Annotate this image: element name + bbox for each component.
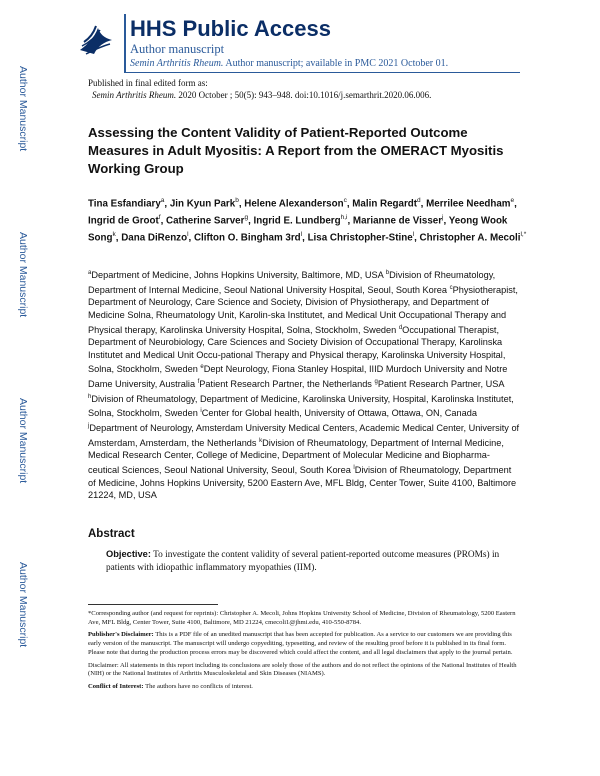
published-in-label: Published in final edited form as: — [88, 78, 208, 88]
author-name: Merrilee Needham — [426, 198, 511, 210]
affiliation-text: Physiotherapist, Department of Neurology, Care Science and Society, Division of Physiotherapy, and Department of Medicine Solna, Rheumatology Unit, Karolin-ska Institutet, and Medical Unit Occupational Therapy and Physical therapy, Karolinska University Hospital, Solna, Stockholm, Sweden — [88, 284, 518, 335]
citation-journal: Semin Arthritis Rheum. — [92, 90, 177, 100]
publisher-disclaimer — [88, 631, 520, 657]
header-vertical-rule — [124, 14, 126, 72]
publisher-disclaimer-text: This is a PDF file of an unedited manuscript that has been accepted for publication. As a service to our customers we are providing this early version of the manuscript. The manuscript will undergo copyediting, typesetting, and review of the resulting proof before it is published in its final form. Please note that during the production process errors may be discovered which could affect the content, and all legal disclaimers that apply to the journal pertain. — [88, 631, 513, 656]
availability-text: Author manuscript; available in PMC 2021 October 01. — [223, 58, 449, 69]
affiliation-text: Patient Research Partner, USA — [377, 379, 504, 390]
margin-label-2: Author Manuscript — [17, 232, 29, 318]
journal-availability-line — [130, 58, 448, 69]
author-name: Marianne de Visser — [352, 215, 443, 227]
author-affiliation-marker: a — [160, 197, 165, 204]
affiliation-marker: d — [398, 324, 403, 331]
author-name: Jin Kyun Park — [169, 198, 236, 210]
author-affiliation-marker: d — [417, 197, 421, 204]
affiliation-text: Dept Neurology, Fiona Stanley Hospital, IIID Murdoch University and Notre Dame University, Australia — [88, 364, 508, 390]
author-name: Christopher A. Mecoli — [419, 232, 521, 244]
author-affiliation-marker: g — [244, 213, 249, 221]
affiliation-marker: h — [88, 393, 92, 400]
affiliation-text: Division of Rheumatology, Department of Medicine, Johns Hopkins University, 5200 Eastern Ave, MFL Bldg, Center Tower, Suite 4100, Baltimore 21224, MD, USA — [88, 464, 517, 501]
abstract-heading: Abstract — [88, 528, 135, 540]
affiliation-text: Department of Neurology, Amsterdam University Medical Centers, Academic Medical Center, University of Amsterdam, Amsterdam, the Netherlands — [88, 423, 520, 448]
author-affiliation-marker: f — [158, 213, 161, 221]
journal-name: Semin Arthritis Rheum. — [130, 58, 224, 69]
affiliation-marker: g — [374, 379, 378, 385]
author-affiliation-marker: l — [300, 230, 303, 238]
author-affiliation-marker: b — [235, 197, 239, 204]
author-name: Helene Alexanderson — [244, 198, 344, 210]
affiliation-text: Occupational Therapist, Department of Neurobiology, Care Sciences and Society Division of Occupational Therapy, Karolinska Institutet and Medical Unit Occu-pational Therapy and Physical therapy, Karolinska University Hospital, Solna, Stockholm, Sweden — [88, 324, 506, 375]
footnotes — [88, 610, 520, 696]
citation-details: 2020 October ; 50(5): 943–948. doi:10.1016/j.semarthrit.2020.06.006. — [176, 90, 432, 100]
author-affiliation-marker: j — [442, 213, 444, 221]
corresponding-author-note: *Corresponding author (and request for reprints): Christopher A. Mecoli, Johns Hopkins University School of Medicine, Division of Rheumatology, 5200 Eastern Ave, MFL Bldg, Center Tower, Suite 4100, Baltimore, MD 21224, cmecoli1@jhmi.edu, 410-550-8784. — [88, 610, 516, 626]
affiliation-marker: k — [259, 437, 263, 444]
publisher-disclaimer-label: Publisher's Disclaimer: — [88, 631, 154, 639]
author-manuscript-subtitle: Author manuscript — [130, 42, 225, 56]
author-affiliation-marker: l — [412, 230, 415, 238]
author-name: Dana DiRenzo — [121, 232, 188, 244]
abstract-objective — [106, 548, 520, 574]
affiliation-marker: f — [197, 379, 200, 385]
affiliation-marker: j — [88, 422, 90, 429]
author-name: Ingrid de Groot — [88, 215, 159, 227]
affiliation-marker: a — [88, 270, 92, 276]
hhs-public-access-title: HHS Public Access — [130, 16, 331, 41]
affiliations — [88, 267, 520, 502]
margin-label-3: Author Manuscript — [17, 398, 29, 484]
affiliation-text: Division of Rheumatology, Department of Internal Medicine, Medical Research Center, College of Medicine, Department of Molecular Medicine and Biopharma-ceutical Sciences, Seoul National University, Seoul, South Korea — [88, 437, 504, 475]
author-affiliation-marker: e — [510, 197, 515, 204]
affiliation-text: Patient Research Partner, the Netherlands — [199, 379, 375, 390]
affiliation-marker: e — [200, 364, 204, 371]
citation-line — [92, 90, 431, 100]
author-name: Clifton O. Bingham 3rd — [193, 232, 301, 244]
header-rule — [124, 72, 520, 73]
nih-disclaimer: Disclaimer: All statements in this report including its conclusions are solely those of the authors and do not reflect the opinions of the National Institutes of Health (NIH) or the National Institutes of Arthritis Musculoskeletal and Skin Diseases (NIAMS). — [88, 661, 517, 678]
objective-text: To investigate the content validity of several patient-reported outcome measures (PROMs) in patients with idiopathic inflammatory myopathies (IIM). — [106, 550, 500, 573]
margin-label-1: Author Manuscript — [17, 66, 29, 152]
affiliation-marker: c — [449, 284, 453, 291]
author-name: Catherine Sarver — [166, 215, 245, 227]
conflict-text: The authors have no conflicts of interest. — [143, 682, 253, 690]
objective-label: Objective: — [106, 549, 151, 559]
author-affiliation-marker: l — [187, 230, 189, 238]
affiliation-marker: l — [353, 464, 355, 471]
author-name: Yeong Wook Song — [88, 215, 508, 244]
affiliation-text: Department of Medicine, Johns Hopkins University, Baltimore, MD, USA — [91, 270, 386, 281]
author-affiliation-marker: k — [112, 230, 116, 238]
margin-label-4: Author Manuscript — [17, 562, 29, 648]
affiliation-text: Division of Rheumatology, Department of Internal Medicine, Seoul National University Hospital, Seoul, South Korea — [88, 270, 496, 295]
author-name: Tina Esfandiary — [88, 198, 161, 210]
footnote-rule — [88, 604, 218, 605]
affiliation-marker: b — [385, 270, 390, 276]
affiliation-text: Center for Global health, University of Ottawa, Ottawa, ON, Canada — [201, 408, 477, 419]
hhs-eagle-logo-icon — [76, 20, 116, 60]
author-name: Lisa Christopher-Stine — [307, 232, 413, 244]
author-list: Tina Esfandiary$^a$, Jin Kyun Park$^b$, Helene Alexanderson$^c$, Malin Regardt$^d$, Merrilee Needham$^e$, Ingrid de Groot$^f$, Catherine Sarver$^g$, Ingrid E. Lundberg$^{h,i}$, Marianne de Visser$^j$, Yeong Wook Song$^k$, Dana DiRenzo$^l$, Clifton O. Bingham $3rd^l$, Lisa Christopher-Stine$^l$, Christopher A. Mecoli$^{l,*}$ — [88, 197, 527, 244]
article-title: Assessing the Content Validity of Patient-Reported Outcome Measures in Adult Myositis: A Report from the OMERACT Myositis Working Group — [88, 125, 504, 176]
author-affiliation-marker: c — [343, 197, 347, 204]
author-affiliation-marker: l,* — [520, 230, 527, 238]
author-affiliation-marker: h,i — [340, 213, 348, 221]
conflict-label: Conflict of Interest: — [88, 682, 144, 690]
affiliation-marker: i — [200, 408, 202, 415]
author-name: Ingrid E. Lundberg — [253, 215, 341, 227]
affiliation-text: Division of Rheumatology, Department of Medicine, Karolinska University, Hospital, Karolinska Institutet, Solna, Stockholm, Sweden — [88, 393, 514, 419]
author-name: Malin Regardt — [352, 198, 418, 210]
conflict-of-interest — [88, 683, 520, 692]
